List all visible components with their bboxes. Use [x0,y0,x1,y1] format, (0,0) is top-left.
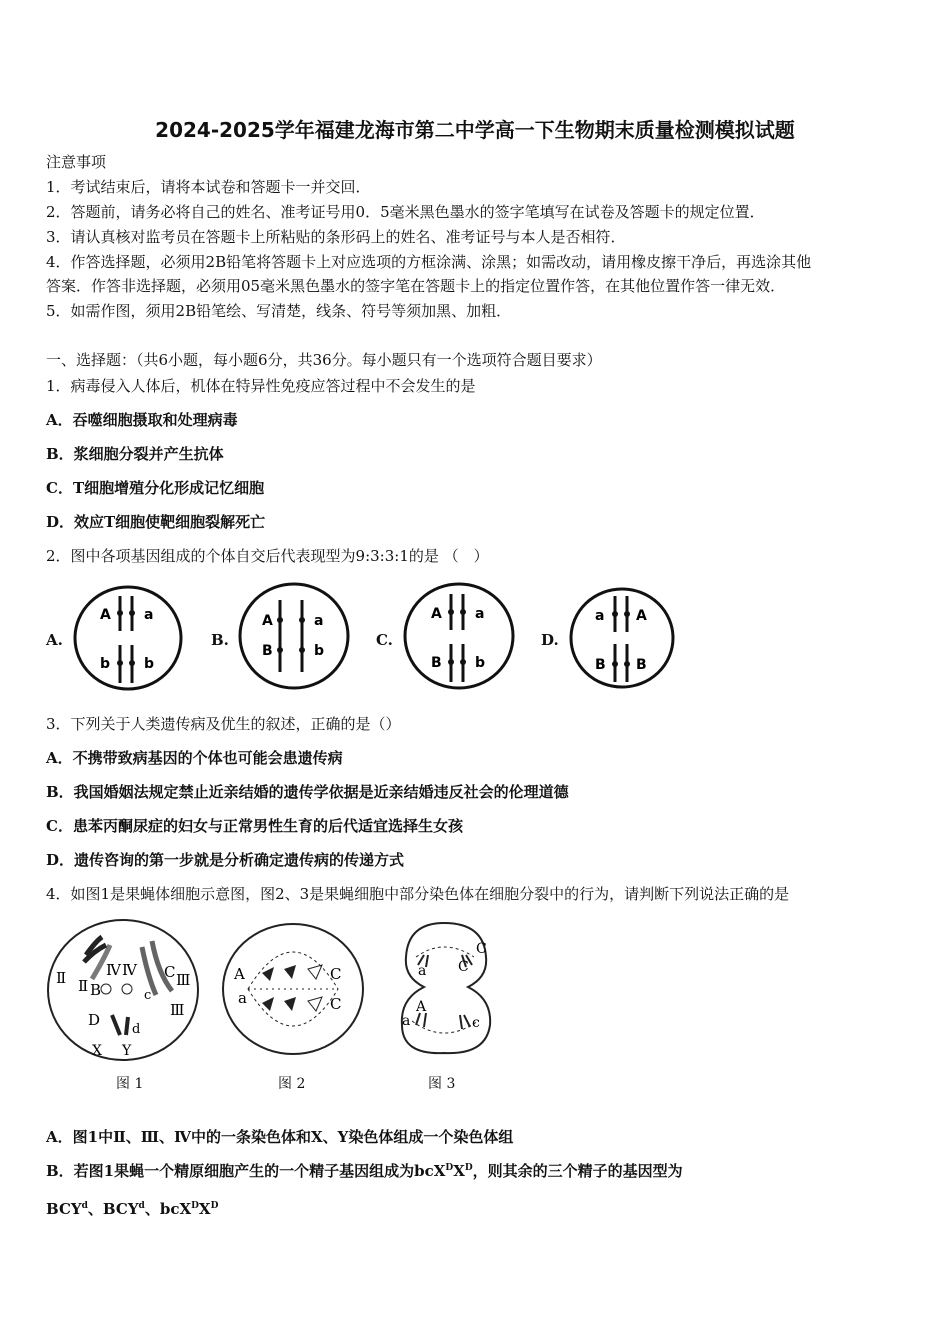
page-title: 2024-2025学年福建龙海市第二中学高一下生物期末质量检测模拟试题 [155,118,795,142]
gene-label: b [100,656,111,672]
gene-label: B [595,657,606,673]
sup: D [464,1163,473,1173]
label: C [164,963,176,981]
label: Ⅲ [170,1001,185,1019]
label: Y [122,1043,132,1059]
sep: 、 [87,1200,103,1218]
q2-label-c: C. [376,631,393,649]
notice-item-5: 5．如需作图，须用2B铅笔绘、写清楚，线条、符号等须加黑、加粗． [46,302,512,320]
label: C [458,959,469,975]
q4-option-b-post: ，则其余的三个精子的基因型为 [472,1162,683,1180]
sup: D [210,1201,219,1211]
gene-label: A [262,613,273,629]
label: X [92,1043,102,1059]
genotype: BCY [102,1200,139,1218]
genotype: BCY [46,1200,82,1218]
gene-label: B [636,657,647,673]
section-heading: 一、选择题：（共6小题，每小题6分，共36分。每小题只有一个选项符合题目要求） [46,351,602,369]
q3-option-d: D．遗传咨询的第一步就是分析确定遗传病的传递方式 [46,851,405,869]
q3-option-b: B．我国婚姻法规定禁止近亲结婚的遗传学依据是近亲结婚违反社会的伦理道德 [46,783,569,801]
gene-label: a [314,613,324,629]
gene-label: b [144,656,155,672]
q2-cell-c [401,580,517,692]
label: A [416,999,427,1015]
label: Ⅲ [176,971,191,989]
q2-cell-a [70,583,186,693]
q2-cell-b [236,580,352,692]
q4-option-b-pre: B．若图1果蝇一个精原细胞产生的一个精子基因组成为bcX [46,1162,446,1180]
label: Ⅳ [122,961,137,979]
label: A [234,965,245,983]
q2-label-a: A. [46,631,63,649]
q4-option-b [46,1161,683,1181]
notice-item-4-cont: 答案．作答非选择题，必须用05毫米黑色墨水的签字笔在答题卡上的指定位置作答，在其他位置作答一律无效． [46,277,786,295]
gene-label: A [100,607,111,623]
q1-option-a: A．吞噬细胞摄取和处理病毒 [46,411,238,429]
gene-label: A [431,606,442,622]
label: Ⅱ [56,969,67,987]
q2-stem: 2．图中各项基因组成的个体自交后代表现型为9:3:3:1的是 （ ） [46,547,489,565]
gene-label: a [144,607,154,623]
notice-heading: 注意事项 [46,153,107,171]
label: a [238,989,247,1007]
q1-option-b: B．浆细胞分裂并产生抗体 [46,445,224,463]
label: c [144,988,152,1003]
label: Ⅳ [106,961,121,979]
q1-option-c: C．T细胞增殖分化形成记忆细胞 [46,479,265,497]
label: c [472,1015,480,1031]
genotype: bcX [159,1200,192,1218]
notice-item-1: 1．考试结束后，请将本试卷和答题卡一并交回． [46,178,371,196]
q2-cell-d [566,584,678,692]
q4-option-b-answer [46,1199,218,1219]
sup: D [445,1163,454,1173]
figure-2-caption: 图 2 [278,1076,306,1092]
gene-label: b [314,643,325,659]
gene-label: a [595,608,605,624]
genotype-x: X [198,1200,211,1218]
q3-option-a: A．不携带致病基因的个体也可能会患遗传病 [46,749,343,767]
label: d [132,1022,141,1037]
label: a [418,963,427,979]
label: Ⅱ [78,977,89,995]
figure-3-caption: 图 3 [428,1076,456,1092]
q2-label-b: B. [211,631,229,649]
sup: d [138,1201,145,1211]
q4-option-a: A．图1中Ⅱ、Ⅲ、Ⅳ中的一条染色体和X、Y染色体组成一个染色体组 [46,1128,514,1146]
sep: 、 [144,1200,160,1218]
q1-option-d: D．效应T细胞使靶细胞裂解死亡 [46,513,266,531]
gene-label: b [475,655,486,671]
sup: D [191,1201,199,1211]
notice-item-3: 3．请认真核对监考员在答题卡上所粘贴的条形码上的姓名、准考证号与本人是否相符． [46,228,626,246]
q2-label-d: D. [541,631,559,649]
q3-option-c: C．患苯丙酮尿症的妇女与正常男性生育的后代适宜选择生女孩 [46,817,463,835]
q3-stem: 3．下列关于人类遗传病及优生的叙述，正确的是（） [46,715,401,733]
q4-figure-1 [44,917,204,1067]
notice-item-4: 4．作答选择题，必须用2B铅笔将答题卡上对应选项的方框涂满、涂黑；如需改动，请用橡皮擦干净后，再选涂其他 [46,253,812,271]
label: C [476,941,487,957]
notice-item-2: 2．答题前，请务必将自己的姓名、准考证号用0．5毫米黑色墨水的签字笔填写在试卷及答题卡的规定位置． [46,203,765,221]
q4-stem: 4．如图1是果蝇体细胞示意图，图2、3是果蝇细胞中部分染色体在细胞分裂中的行为，请判断下列说法正确的是 [46,885,790,903]
q4-option-b-x: X [453,1162,465,1180]
label: C [330,995,342,1013]
label: C [330,965,342,983]
q4-figure-3 [396,917,496,1059]
figure-1-caption: 图 1 [116,1076,144,1092]
label: a [402,1013,411,1029]
label: B [90,981,102,999]
q4-figure-2 [218,919,368,1059]
label: D [88,1011,101,1029]
q1-stem: 1．病毒侵入人体后，机体在特异性免疫应答过程中不会发生的是 [46,377,476,395]
sup: d [81,1201,88,1211]
gene-label: a [475,606,485,622]
gene-label: A [636,608,647,624]
gene-label: B [262,643,273,659]
gene-label: B [431,655,442,671]
